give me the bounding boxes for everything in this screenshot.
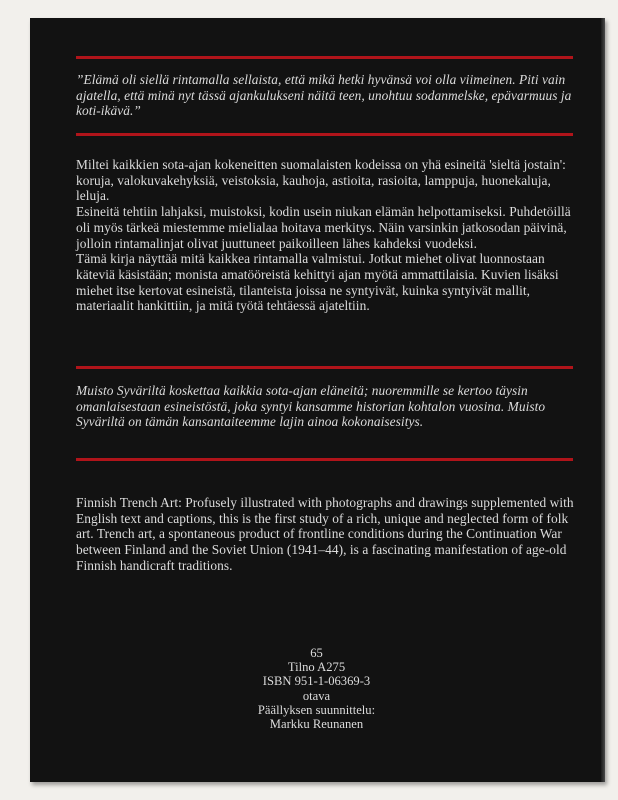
quote-text: ”Elämä oli siellä rintamalla sellaista, että mikä hetki hyvänsä voi olla viimeinen. Piti vain ajatella, että minä nyt tässä ajankulukseni näitä teen, unohtuu sodanmelske, epävarmuus ja koti-ikävä.” [76, 72, 572, 119]
english-summary-block [76, 495, 576, 574]
red-rule [76, 366, 573, 369]
description-block [76, 157, 576, 314]
description-paragraph: Tämä kirja näyttää mitä kaikkea rintamalla valmistui. Jotkut miehet olivat luonnostaan käteviä käsistään; monista amatööreistä kehittyi ajan myötä ammattilaisia. Kuvien lisäksi miehet itse kertovat esineistä, tilanteista joissa ne syntyivät, kuinka syntyivät mallit, materiaalit hankittiin, ja mitä työtä tehtäessä ajateltiin. [76, 251, 559, 314]
cover-designer: Markku Reunanen [269, 717, 364, 732]
description-paragraph: Esineitä tehtiin lahjaksi, muistoksi, kodin usein niukan elämän helpottamiseksi. Puhdetöillä oli myös tärkeä miestemme mielialaa hoitava merkitys. Näin varsinkin jatkosodan päivinä, jolloin rintamalinjat olivat juuttuneet paikoilleen lähes kahdeksi vuodeksi. [76, 204, 571, 251]
quote-block [76, 72, 576, 119]
colophon [30, 646, 603, 731]
description-paragraph: Miltei kaikkien sota-ajan kokeneitten suomalaisten kodeissa on yhä esineitä 'sieltä jostain': koruja, valokuvakehyksiä, veistoksia, kauhoja, astioita, rasioita, lamppuja, huonekaluja, leluja. [76, 157, 566, 204]
english-summary-text: Finnish Trench Art: Profusely illustrated with photographs and drawings supplemented with English text and captions, this is the first study of a rich, unique and neglected form of folk art. Trench art, a spontaneous product of frontline conditions during the Continuation War between Finland and the Soviet Union (1941–44), is a fascinating manifestation of age-old Finnish handicraft traditions. [76, 495, 574, 573]
cover-design-label: Päällyksen suunnittelu: [257, 702, 376, 717]
book-back-cover [30, 18, 605, 782]
isbn: ISBN 951-1-06369-3 [262, 674, 371, 689]
price-code: 65 [310, 646, 323, 660]
red-rule [76, 458, 573, 461]
publisher: otava [302, 688, 331, 703]
red-rule [76, 133, 573, 136]
tilno: Tilno A275 [287, 660, 346, 675]
summary-block [76, 383, 576, 430]
red-rule [76, 56, 573, 59]
summary-text: Muisto Syväriltä koskettaa kaikkia sota-ajan eläneitä; nuoremmille se kertoo täysin omanlaisestaan esineistöstä, joka syntyi kansamme historian kohtalon vuosina. Muisto Syväriltä on tämän kansantaiteemme lajin ainoa kokonaisesitys. [76, 383, 546, 430]
